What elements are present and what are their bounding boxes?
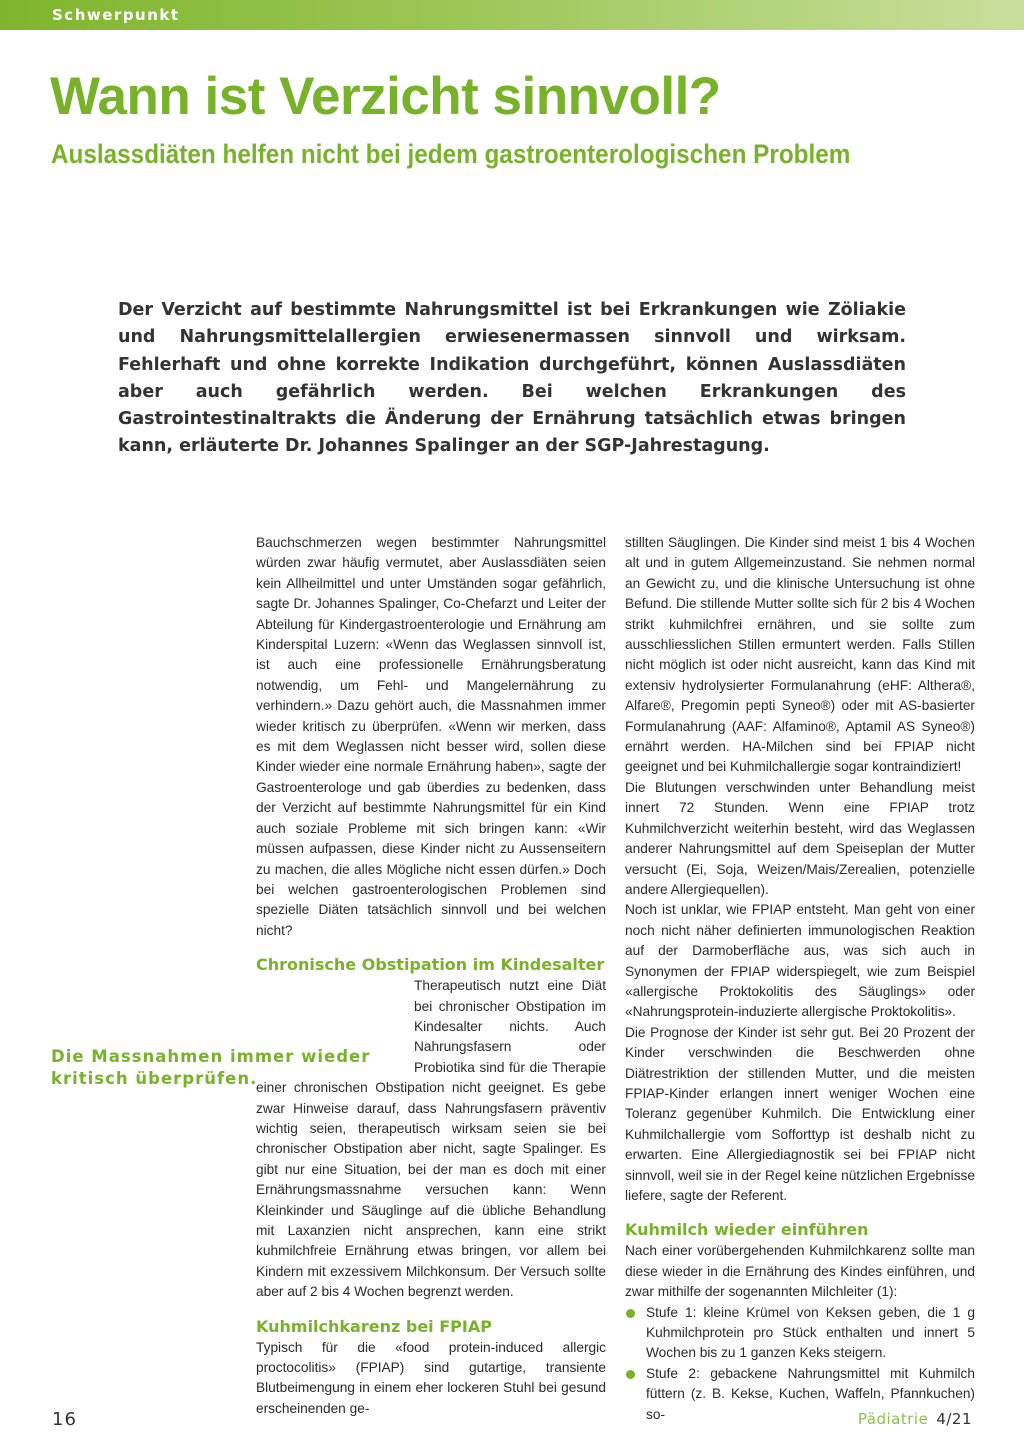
fpiap-paragraph: Typisch für die «food protein-induced allergic proctocolitis» (FPIAP) sind gutartige, transiente Blutbeimengung in einem eher lockeren Stuhl bei gesund erscheinenden ge- <box>256 1339 606 1416</box>
section-label: Schwerpunkt <box>52 6 180 24</box>
prognosis-paragraph: Die Prognose der Kinder ist sehr gut. Bei 20 Prozent der Kinder verschwinden die Beschwerden ohne Diätrestriktion der stillenden Mutter, und die meisten FPIAP-Kinder erlangen innert weniger Wochen eine Toleranz gegenüber Kuhmilch. Die Entwicklung einer Kuhmilchallergie vom Sofforttyp ist deshalb nicht zu erwarten. Eine Allergiediagnostik sei bei FPIAP nicht sinnvoll, weil sie in der Regel keine nützlichen Ergebnisse liefere, sagte der Referent. <box>625 1024 975 1203</box>
bleeding-paragraph: Die Blutungen verschwinden unter Behandlung meist innert 72 Stunden. Wenn eine FPIAP trotz Kuhmilchverzicht weiterhin besteht, wird das Weglassen anderer Nahrungsmittel auf dem Speiseplan der Mutter versucht (Ei, Soja, Weizen/Mais/Zerealien, potenzielle andere Allergiequellen). <box>625 779 975 897</box>
section-heading-obstipation: Chronische Obstipation im Kindesalter <box>256 955 605 975</box>
text-column-right <box>625 533 975 1425</box>
page-number: 16 <box>52 1409 77 1430</box>
list-item: Stufe 2: gebackene Nahrungsmittel mit Kuhmilch füttern (z. B. Kekse, Kuchen, Waffeln, Pfannkuchen) so- <box>625 1364 975 1425</box>
obstipation-paragraph: Therapeutisch nutzt eine Diät bei chronischer Obstipation im Kindesalter nichts. Auch Nahrungsfasern oder Probiotika sind für die Therapie einer chronischen Obstipation nicht geeignet. Es gebe zwar Hinweise darauf, dass Nahrungsfasern präventiv wichtig seien, therapeutisch wirksam seien sie bei chronischer Obstipation aber nicht, sagte Spalinger. Es gibt nur eine Situation, bei der man es doch mit einer Ernährungsmassnahme versuchen kann: Wenn Kleinkinder und Säuglinge auf die übliche Behandlung mit Laxanzien nicht ansprechen, kann eine strikt kuhmilchfreie Ernährung etwas bringen, vor allem bei Kindern mit exzessivem Milchkonsum. Der Versuch sollte aber auf 2 bis 4 Wochen begrenzt werden. <box>256 978 606 1300</box>
section-header-bar <box>0 0 1024 30</box>
text-column-left <box>256 533 606 1419</box>
origin-paragraph: Noch ist unklar, wie FPIAP entsteht. Man geht von einer noch nicht näher definierten immunologischen Reaktion auf der Darmoberfläche aus, was sich auch in Synonymen der FPIAP widerspiegelt, wie zum Beispiel «allergische Proktokolitis des Säuglings» oder «Nahrungsprotein-induzierte allergische Proktokolitis». <box>625 902 975 1020</box>
milk-ladder-list <box>625 1303 975 1425</box>
article-subtitle: Auslassdiäten helfen nicht bei jedem gastroenterologischen Problem <box>51 139 851 169</box>
obstipation-block <box>256 976 606 1303</box>
article-title: Wann ist Verzicht sinnvoll? <box>50 67 721 126</box>
intro-paragraph: Bauchschmerzen wegen bestimmter Nahrungsmittel würden zwar häufig vermutet, aber Auslassdiäten seien kein Allheilmittel und unter Umständen sogar gefährlich, sagte Dr. Johannes Spalinger, Co-Chefarzt und Leiter der Abteilung für Kindergastroenterologie und Ernährung am Kinderspital Luzern: «Wenn das Weglassen sinnvoll ist, ist auch eine professionelle Ernährungsberatung notwendig, um Fehl- und Mangelernährung zu verhindern.» Dazu gehört auch, die Massnahmen immer wieder kritisch zu überprüfen. «Wenn wir merken, dass es mit dem Weglassen nicht besser wird, sollen diese Kinder wieder eine normale Ernährung haben», sagte der Gastroenterologe und gab überdies zu bedenken, dass der Verzicht auf bestimmte Nahrungsmittel für ein Kind auch soziale Probleme mit sich bringen kann: «Wir müssen aufpassen, diese Kinder nicht zu Aussenseitern zu machen, die alles Mögliche nicht essen dürfen.» Doch bei welchen gastroenterologischen Problemen sind spezielle Diäten tatsächlich sinnvoll und bei welchen nicht? <box>256 535 606 938</box>
journal-footer <box>858 1410 972 1428</box>
section-heading-fpiap: Kuhmilchkarenz bei FPIAP <box>256 1316 492 1336</box>
journal-name: Pädiatrie <box>857 1410 929 1428</box>
milk-ladder-intro: Nach einer vorübergehenden Kuhmilchkarenz sollte man diese wieder in die Ernährung des Kindes einführen, und zwar mithilfe der sogenannten Milchleiter (1): <box>625 1243 975 1300</box>
journal-issue: 4/21 <box>936 1410 972 1428</box>
list-item: Stufe 1: kleine Krümel von Keksen geben, die 1 g Kuhmilchprotein pro Stück enthalten und innert 5 Wochen bis zu 1 ganzen Keks steigern. <box>625 1303 975 1364</box>
section-heading-reintroduce: Kuhmilch wieder einführen <box>625 1220 869 1240</box>
fpiap-continued-paragraph: stillten Säuglingen. Die Kinder sind meist 1 bis 4 Wochen alt und in gutem Allgemeinzustand. Sie nehmen normal an Gewicht zu, und die klinische Untersuchung ist ohne Befund. Die stillende Mutter sollte sich für 2 bis 4 Wochen strikt kuhmilchfrei ernähren, und sie sollte zum ausschliesslichen Stillen ermuntert werden. Falls Stillen nicht möglich ist oder nicht ausreicht, kann das Kind mit extensiv hydrolysierter Formulanahrung (eHF: Althera®, Alfare®, Pregomin pepti Syneo®) oder mit AS-basierter Formulanahrung (AAF: Alfamino®, Aptamil AS Syneo®) ernährt werden. HA-Milchen sind bei FPIAP nicht geeignet und bei Kuhmilchallergie sogar kontraindiziert! <box>625 535 975 775</box>
article-lead: Der Verzicht auf bestimmte Nahrungsmittel ist bei Erkrankungen wie Zöliakie und Nahrungsmittelallergien erwiesenermassen sinnvoll und wirksam. Fehlerhaft und ohne korrekte Indikation durchgeführt, können Auslassdiäten aber auch gefährlich werden. Bei welchen Erkrankungen des Gastrointestinaltrakts die Änderung der Ernährung tatsächlich etwas bringen kann, erläuterte Dr. Johannes Spalinger an der SGP-Jahrestagung. <box>118 300 906 457</box>
pullquote: Die Massnahmen immer wieder kritisch überprüfen. <box>51 1047 371 1088</box>
